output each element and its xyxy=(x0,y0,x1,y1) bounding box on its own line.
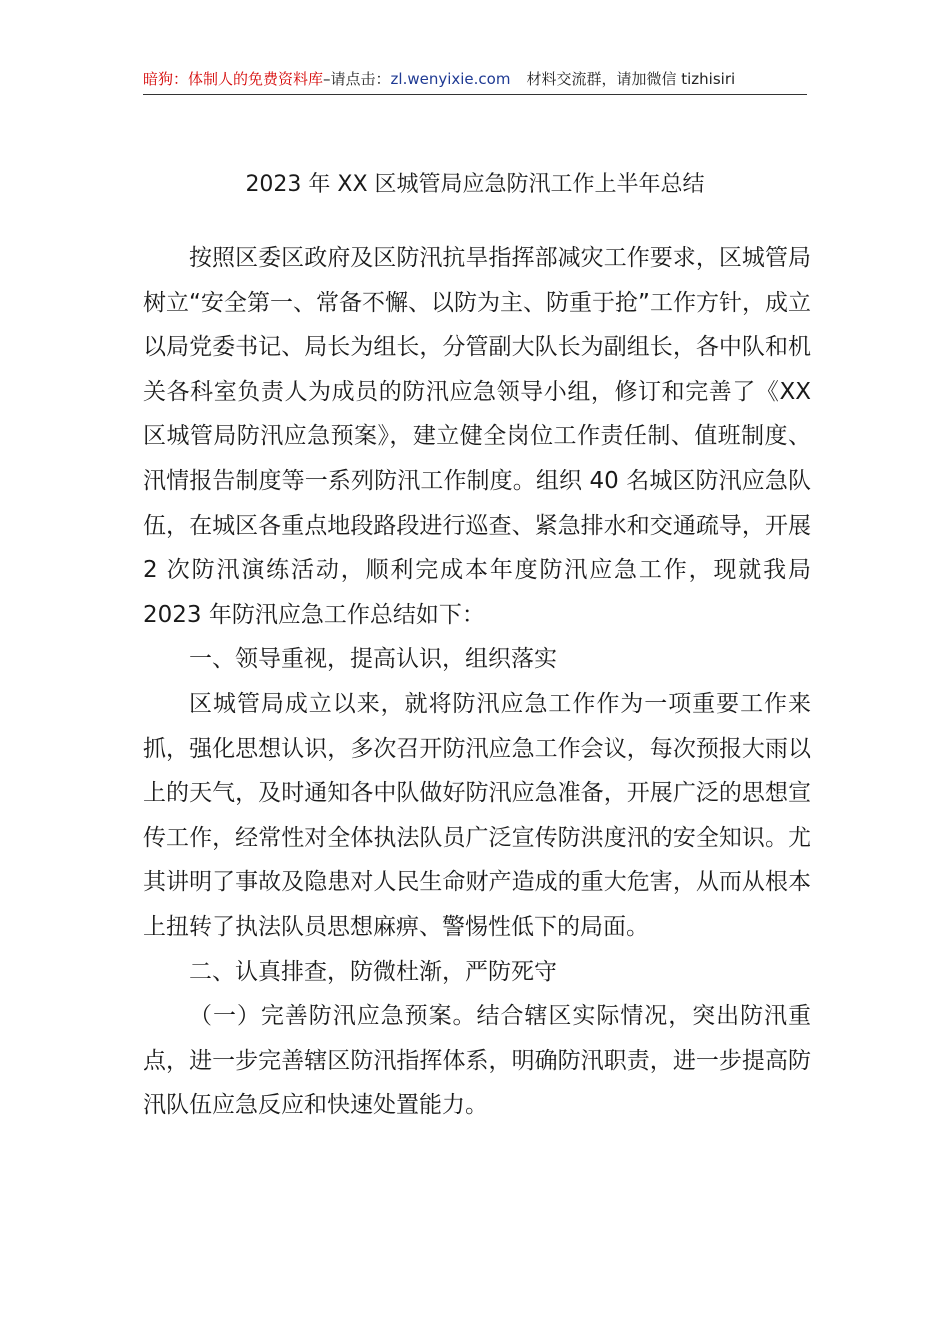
section-1-paragraph: 区城管局成立以来，就将防汛应急工作作为一项重要工作来抓，强化思想认识，多次召开防汛应急工作会议，每次预报大雨以上的天气，及时通知各中队做好防汛应急准备，开展广泛的思想宣传工作，经常性对全体执法队员广泛宣传防洪度汛的安全知识。尤其讲明了事故及隐患对人民生命财产造成的重大危害，从而从根本上扭转了执法队员思想麻痹、警惕性低下的局面。 xyxy=(143,690,811,940)
page-header xyxy=(143,68,807,95)
section-heading-1: 一、领导重视，提高认识，组织落实 xyxy=(189,646,557,673)
intro-paragraph: 按照区委区政府及区防汛抗旱指挥部减灾工作要求，区城管局树立“安全第一、常备不懈、以防为主、防重于抢”工作方针，成立以局党委书记、局长为组长，分管副大队长为副组长，各中队和机关各科室负责人为成员的防汛应急领导小组，修订和完善了《XX 区城管局防汛应急预案》，建立健全岗位工作责任制、值班制度、汛情报告制度等一系列防汛工作制度。组织 40 名城区防汛应急队伍，在城区各重点地段路段进行巡查、紧急排水和交通疏导，开展 2 次防汛演练活动，顺利完成本年度防汛应急工作，现就我局 2023 年防汛应急工作总结如下： xyxy=(143,245,811,628)
site-label: 暗狗：体制人的免费资料库 xyxy=(143,70,324,88)
click-prefix: –请点击： xyxy=(323,70,391,88)
document-body xyxy=(143,236,811,1128)
site-url-link[interactable]: zl.wenyixie.com xyxy=(390,70,511,88)
subsection-1-paragraph: （一）完善防汛应急预案。结合辖区实际情况，突出防汛重点，进一步完善辖区防汛指挥体系，明确防汛职责，进一步提高防汛队伍应急反应和快速处置能力。 xyxy=(143,1003,811,1119)
group-note: 材料交流群，请加微信 tizhisiri xyxy=(526,70,736,88)
document-title: 2023 年 XX 区城管局应急防汛工作上半年总结 xyxy=(245,172,705,197)
section-heading-2: 二、认真排查，防微杜渐，严防死守 xyxy=(189,958,557,985)
